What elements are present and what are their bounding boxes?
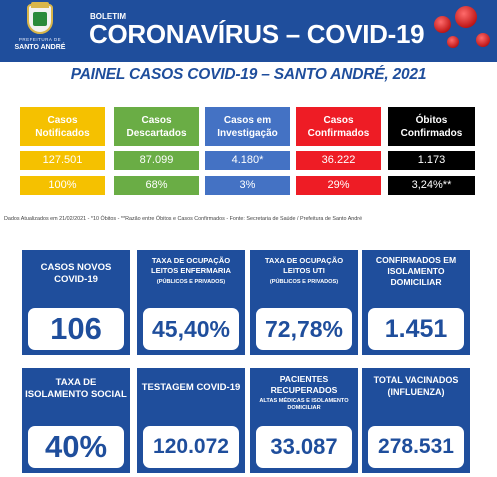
tile-value: 1.451 (368, 308, 464, 350)
count-investigation-cases: 4.180* (205, 151, 290, 170)
santo-andre-logo[interactable] (14, 4, 66, 58)
header-banner (0, 0, 497, 62)
tile-recovered (250, 368, 358, 473)
coronavirus-icon (447, 36, 459, 48)
count-confirmed-deaths: 1.173 (388, 151, 475, 170)
percent-discarded-cases: 68% (114, 176, 199, 195)
tile-label: TAXA DE OCUPAÇÃO LEITOS ENFERMARIA (150, 256, 232, 275)
header-kicker: BOLETIM (90, 12, 126, 21)
count-discarded-cases: 87.099 (114, 151, 199, 170)
tile-value: 40% (28, 426, 124, 468)
coronavirus-icon (476, 33, 490, 47)
tile-label: TAXA DE ISOLAMENTO SOCIAL (25, 377, 127, 400)
coat-of-arms-icon (27, 4, 53, 34)
coronavirus-icon (434, 16, 451, 33)
tile-label: PACIENTES RECUPERADOS (270, 374, 338, 395)
tile-sub-label: ALTAS MÉDICAS E ISOLAMENTO DOMICILIAR (259, 398, 349, 411)
tile-value: 106 (28, 308, 124, 350)
header-discarded-cases: Casos Descartados (114, 107, 199, 146)
percent-confirmed-cases: 29% (296, 176, 381, 195)
logo-line-1: PREFEITURA DE (18, 37, 62, 42)
tile-label: TOTAL VACINADOS (INFLUENZA) (373, 375, 459, 397)
tile-vaccinated (362, 368, 470, 473)
tile-sub-label: (PÚBLICOS E PRIVADOS) (156, 279, 226, 285)
tile-testing (137, 368, 245, 473)
tile-value: 72,78% (256, 308, 352, 350)
header-confirmed-deaths: Óbitos Confirmados (388, 107, 475, 146)
count-notified-cases: 127.501 (20, 151, 105, 170)
data-footnote: Dados Atualizados em 21/02/2021 - *10 Óbitos - **Razão entre Óbitos e Casos Confirmados - Fonte: Secretaria de Saúde / Prefeitura de Santo André (4, 216, 363, 222)
tile-new-cases (22, 250, 130, 355)
header-confirmed-cases: Casos Confirmados (296, 107, 381, 146)
tile-social-isolation (22, 368, 130, 473)
header-investigation-cases: Casos em Investigação (205, 107, 290, 146)
tile-value: 120.072 (143, 426, 239, 468)
tile-icu-occupancy (250, 250, 358, 355)
header-notified-cases: Casos Notificados (20, 107, 105, 146)
percent-confirmed-deaths: 3,24%** (388, 176, 475, 195)
count-confirmed-cases: 36.222 (296, 151, 381, 170)
panel-title: PAINEL CASOS COVID-19 – SANTO ANDRÉ, 2021 (70, 66, 427, 83)
coronavirus-icon (455, 6, 477, 28)
tile-label: TAXA DE OCUPAÇÃO LEITOS UTI (264, 256, 344, 275)
tile-sub-label: (PÚBLICOS E PRIVADOS) (269, 279, 339, 285)
header-title: CORONAVÍRUS – COVID-19 (89, 19, 425, 49)
percent-investigation-cases: 3% (205, 176, 290, 195)
percent-notified-cases: 100% (20, 176, 105, 195)
tile-label: CONFIRMADOS EM ISOLAMENTO DOMICILIAR (375, 255, 457, 287)
tile-value: 45,40% (143, 308, 239, 350)
tile-ward-occupancy (137, 250, 245, 355)
logo-line-2: SANTO ANDRÉ (14, 44, 66, 51)
tile-value: 278.531 (368, 426, 464, 468)
tile-label: TESTAGEM COVID-19 (141, 382, 241, 393)
tile-home-isolation (362, 250, 470, 355)
tile-value: 33.087 (256, 426, 352, 468)
tile-label: CASOS NOVOS COVID-19 (40, 262, 112, 285)
